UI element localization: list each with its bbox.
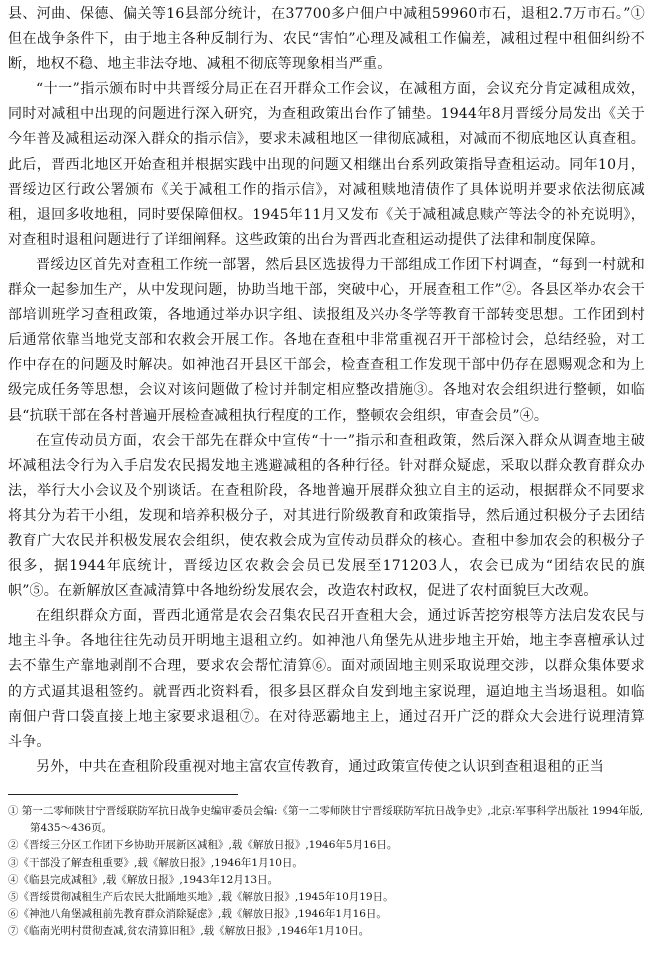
footnote-divider bbox=[8, 794, 238, 795]
paragraph-organizing: 在组织群众方面，晋西北通常是农会召集农民召开查租大会，通过诉苦挖穷根等方法启发农民与地主斗争。各地往往先动员开明地主退租立约。如神池八角堡先从进步地主开始，地主李喜檀承认过去不靠生产靠地剥削不合理，要求农会帮忙清算⑥。面对顽固地主则采取说理交涉，以群众集体要求的方式逼其退租签约。就晋西北资料看，很多县区群众自发到地主家说理，逼迫地主当场退租。如临南佃户背口袋直接上地主家要求退租⑦。在对待恶霸地主上，通过召开广泛的群众大会进行说理清算斗争。 bbox=[8, 608, 645, 750]
paragraph-landlord-education: 另外，中共在查租阶段重视对地主富农宣传教育，通过政策宣传使之认识到查租退租的正当 bbox=[36, 758, 604, 775]
footnote-7: ⑦《临南光明村贯彻查减,贫农清算旧租》,载《解放日报》,1946年1月10日。 bbox=[8, 925, 370, 938]
footnote-2: ②《晋绥三分区工作团下乡协助开展新区减租》,载《解放日报》,1946年5月16日。 bbox=[8, 839, 398, 852]
paragraph-deployment: 晋绥边区首先对查租工作统一部署，然后县区选拔得力干部组成工作团下村调查，“每到一村就和群众一起参加生产，从中发现问题，协助当地干部，突破中心，开展查租工作”②。各县区举办农会干部培训班学习查租政策，各地通过举办识字组、读报组及兴办冬学等教育干部转变思想。工作团到村后通常依靠当地党支部和农救会开展工作。各地在查租中非常重视召开干部检讨会，总结经验，对工作中存在的问题及时解决。如神池召开县区干部会，检查查租工作发现干部中仍存在恩赐观念和为上级完成任务等思想，会议对该问题做了检讨并制定相应整改措施③。各地对农会组织进行整顿，如临县“抗联干部在各村普遍开展检查减租执行程度的工作，整顿农会组织，审查会员”④。 bbox=[8, 256, 645, 424]
footnotes bbox=[8, 803, 645, 941]
footnote-3: ③《干部没了解查租重要》,载《解放日报》,1946年1月10日。 bbox=[8, 856, 303, 869]
footnote-4: ④《临县完成减租》,载《解放日报》,1943年12月13日。 bbox=[8, 873, 279, 886]
footnote-1: ① 第一二零师陕甘宁晋绥联防军抗日战争史编审委员会编:《第一二零师陕甘宁晋绥联防军抗日战争史》,北京:军事科学出版社 1994年版,第435～436页。 bbox=[8, 804, 644, 835]
footnote-6: ⑥《神池八角堡减租前先教育群众消除疑虑》,载《解放日报》,1946年1月16日。 bbox=[8, 908, 387, 921]
body-text bbox=[8, 2, 645, 780]
paragraph-continuation: 县、河曲、保德、偏关等16县部分统计，在37700多户佃户中减租59960市石，退租2.7万市石。”①但在战争条件下，由于地主各种反制行为、农民“害怕”心理及减租工作偏差，减租过程中租佃纠纷不断，地权不稳、地主非法夺地、减租不彻底等现象相当严重。 bbox=[8, 6, 645, 73]
footnote-5: ⑤《晋绥贯彻减租生产后农民大批踊地买地》,载《解放日报》,1945年10月19日。 bbox=[8, 890, 394, 903]
paragraph-shiyi-directive: “十一”指示颁布时中共晋绥分局正在召开群众工作会议，在减租方面，会议充分肯定减租成效，同时对减租中出现的问题进行深入研究，为查租政策出台作了铺垫。1944年8月晋绥分局发出《关于今年普及减租运动深入群众的指示信》，要求未减租地区一律彻底减租，对减而不彻底地区认真查租。此后，晋西北地区开始查租并根据实践中出现的问题又相继出台系列政策指导查租运动。同年10月，晋绥边区行政公署颁布《关于减租工作的指示信》，对减租赎地清债作了具体说明并要求依法彻底减租，退回多收地租，同时要保障佃权。1945年11月又发布《关于减租减息赎产等法令的补充说明》，对查租时退租问题进行了详细阐释。这些政策的出台为晋西北查租运动提供了法律和制度保障。 bbox=[8, 81, 645, 248]
paragraph-propaganda: 在宣传动员方面，农会干部先在群众中宣传“十一”指示和查租政策，然后深入群众从调查地主破坏减租法令行为入手启发农民揭发地主逃避减租的各种行径。针对群众疑虑，采取以群众教育群众办法，举行大小会议及个别谈话。在查租阶段，各地普遍开展群众独立自主的运动，根据群众不同要求将其分为若干小组，发现和培养积极分子，对其进行阶级教育和政策指导，然后通过积极分子去团结教育广大农民并积极发展农会组织，使农救会成为宣传动员群众的核心。查租中参加农会的积极分子很多，据1944年底统计，晋绥边区农救会会员已发展至171203人，农会已成为“团结农民的旗帜”⑤。在新解放区查减清算中各地纷纷发展农会，改造农村政权，促进了农村面貌巨大改观。 bbox=[8, 432, 645, 600]
